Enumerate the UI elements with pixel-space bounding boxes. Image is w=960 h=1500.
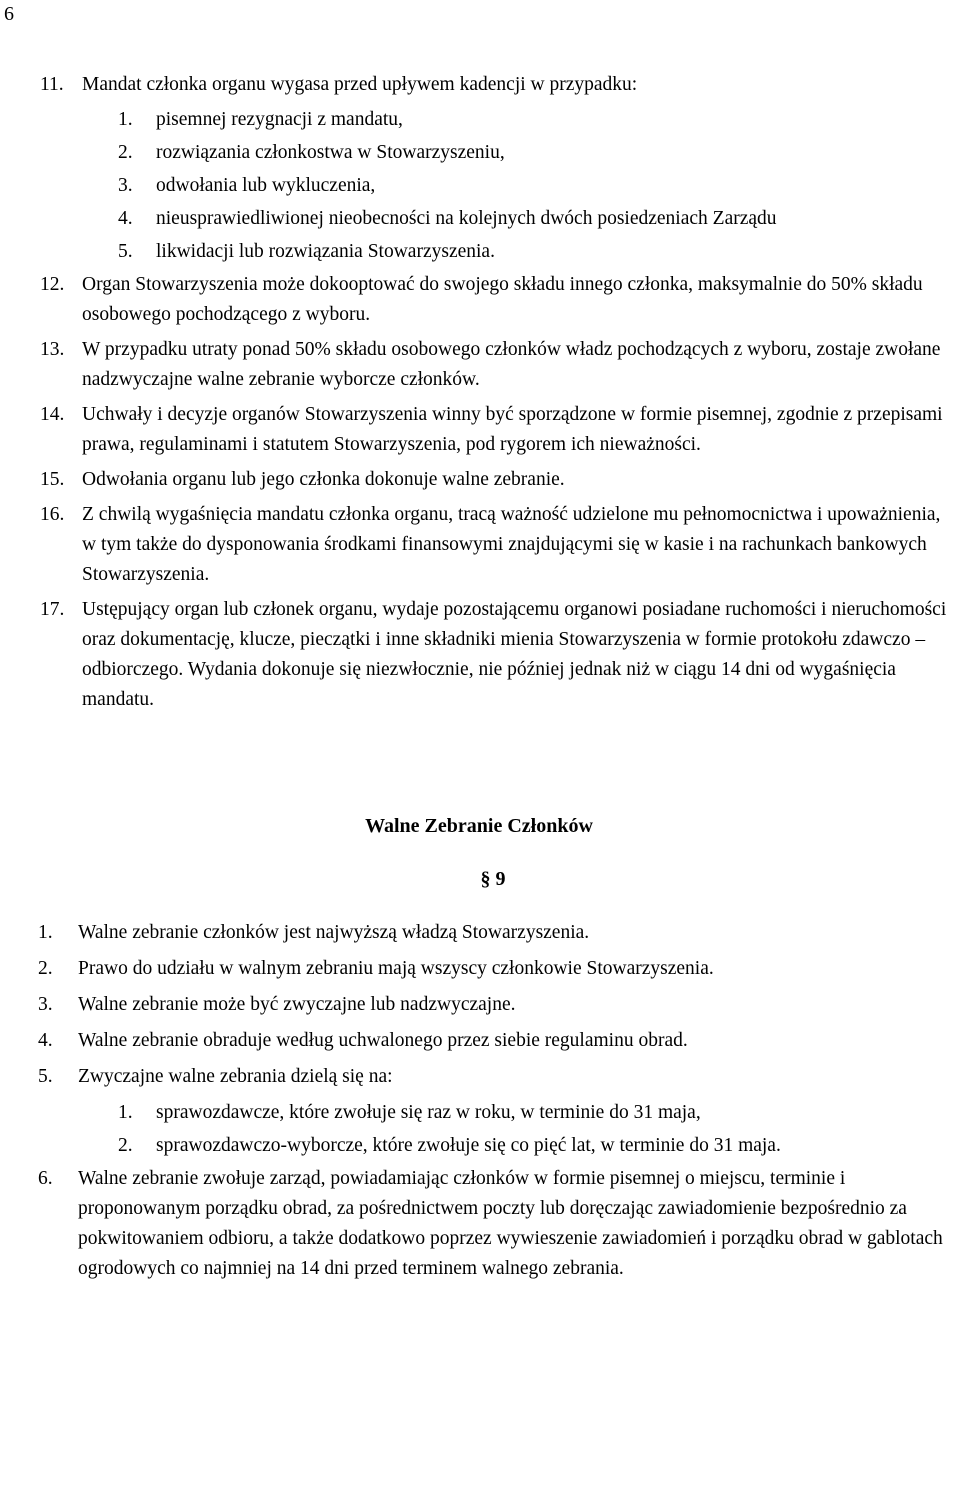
- list-item-12: [0, 270, 960, 330]
- item-text: Zwyczajne walne zebrania dzielą się na:: [78, 1066, 393, 1087]
- list-item-11: [0, 70, 960, 100]
- item-text: Walne zebranie członków jest najwyższą władzą Stowarzyszenia.: [78, 922, 590, 943]
- list-item-5: [0, 1062, 960, 1092]
- paragraph-number: § 9: [480, 868, 506, 890]
- item-text: Uchwały i decyzje organów Stowarzyszenia winny być sporządzone w formie pisemnej, zgodnie z przepisami prawa, regulaminami i statutem Stowarzyszenia, pod rygorem ich nieważności.: [82, 404, 943, 455]
- item-number: 6.: [38, 1168, 53, 1189]
- list-item-3: [0, 990, 960, 1020]
- list-item-14: [0, 400, 960, 460]
- item-number: 15.: [40, 469, 65, 490]
- section-spacer: [0, 720, 960, 812]
- list-item-16: [0, 500, 960, 590]
- item-text: Odwołania organu lub jego członka dokonuje walne zebranie.: [82, 469, 565, 490]
- item-number: 17.: [40, 599, 65, 620]
- sub-item-text: sprawozdawczo-wyborcze, które zwołuje się co pięć lat, w terminie do 31 maja.: [156, 1135, 781, 1156]
- list-item-4: [0, 1026, 960, 1056]
- sub-item-number: 5.: [118, 241, 133, 262]
- item-number: 13.: [40, 339, 65, 360]
- list-item-15: [0, 465, 960, 495]
- sub-item-number: 4.: [118, 208, 133, 229]
- sub-item-2: [0, 1131, 960, 1161]
- item-text: Walne zebranie zwołuje zarząd, powiadamiając członków w formie pisemnej o miejscu, terminie i proponowanym porządku obrad, za pośrednictwem poczty lub doręczając zawiadomienie bezpośrednio za pokwitowaniem odbioru, a także dodatkowo poprzez wywieszenie zawiadomień i porządku obrad w gablotach ogrodowych co najmniej na 14 dni przed terminem walnego zebrania.: [78, 1168, 943, 1279]
- sub-item-text: rozwiązania członkostwa w Stowarzyszeniu,: [156, 142, 505, 163]
- item-text: Z chwilą wygaśnięcia mandatu członka organu, tracą ważność udzielone mu pełnomocnictwa i upoważnienia, w tym także do dysponowania środkami finansowymi znajdującymi się w kasie i na rachunkach bankowych Stowarzyszenia.: [82, 504, 941, 585]
- item-number: 11.: [40, 74, 64, 95]
- item-number: 5.: [38, 1066, 53, 1087]
- item-number: 3.: [38, 994, 53, 1015]
- page-number: 6: [4, 3, 14, 25]
- sub-item-number: 1.: [118, 1102, 133, 1123]
- sub-item-3: [0, 171, 960, 201]
- item-number: 2.: [38, 958, 53, 979]
- sub-item-text: odwołania lub wykluczenia,: [156, 175, 376, 196]
- item-text: Walne zebranie może być zwyczajne lub nadzwyczajne.: [78, 994, 516, 1015]
- sub-item-text: nieusprawiedliwionej nieobecności na kolejnych dwóch posiedzeniach Zarządu: [156, 208, 777, 229]
- item-number: 1.: [38, 922, 53, 943]
- item-number: 12.: [40, 274, 65, 295]
- sub-item-text: sprawozdawcze, które zwołuje się raz w roku, w terminie do 31 maja,: [156, 1102, 701, 1123]
- sub-list-expiry-cases: [0, 105, 960, 267]
- sub-list-meeting-types: [0, 1098, 960, 1161]
- item-text: Mandat członka organu wygasa przed upływem kadencji w przypadku:: [82, 74, 638, 95]
- item-text: Ustępujący organ lub członek organu, wydaje pozostającemu organowi posiadane ruchomości i nieruchomości oraz dokumentację, klucze, pieczątki i inne składniki mienia Stowarzyszenia w formie protokołu zdawczo – odbiorczego. Wydania dokonuje się niezwłocznie, nie później jednak niż w ciągu 14 dni od wygaśnięcia mandatu.: [82, 599, 947, 710]
- sub-item-number: 2.: [118, 1135, 133, 1156]
- item-text: Organ Stowarzyszenia może dokooptować do swojego składu innego członka, maksymalnie do 50% składu osobowego pochodzącego z wyboru.: [82, 274, 923, 325]
- sub-item-number: 3.: [118, 175, 133, 196]
- item-text: Prawo do udziału w walnym zebraniu mają wszyscy członkowie Stowarzyszenia.: [78, 958, 714, 979]
- sub-item-2: [0, 138, 960, 168]
- sub-item-number: 2.: [118, 142, 133, 163]
- section-heading: Walne Zebranie Członków: [365, 815, 593, 837]
- document-body: [0, 70, 960, 1290]
- list-item-13: [0, 335, 960, 395]
- list-item-1: [0, 918, 960, 948]
- item-text: Walne zebranie obraduje według uchwalonego przez siebie regulaminu obrad.: [78, 1030, 688, 1051]
- sub-item-number: 1.: [118, 109, 133, 130]
- sub-item-4: [0, 204, 960, 234]
- item-number: 14.: [40, 404, 65, 425]
- list-item-2: [0, 954, 960, 984]
- item-number: 4.: [38, 1030, 53, 1051]
- sub-item-1: [0, 105, 960, 135]
- sub-item-1: [0, 1098, 960, 1128]
- sub-item-text: likwidacji lub rozwiązania Stowarzyszenia.: [156, 241, 495, 262]
- section-mandate-list: [0, 70, 960, 715]
- item-text: W przypadku utraty ponad 50% składu osobowego członków władz pochodzących z wyboru, zostaje zwołane nadzwyczajne walne zebranie wyborcze członków.: [82, 339, 941, 390]
- list-item-17: [0, 595, 960, 715]
- list-item-6: [0, 1164, 960, 1284]
- sub-item-text: pisemnej rezygnacji z mandatu,: [156, 109, 403, 130]
- section-general-meeting-list: [0, 918, 960, 1284]
- item-number: 16.: [40, 504, 65, 525]
- sub-item-5: [0, 237, 960, 267]
